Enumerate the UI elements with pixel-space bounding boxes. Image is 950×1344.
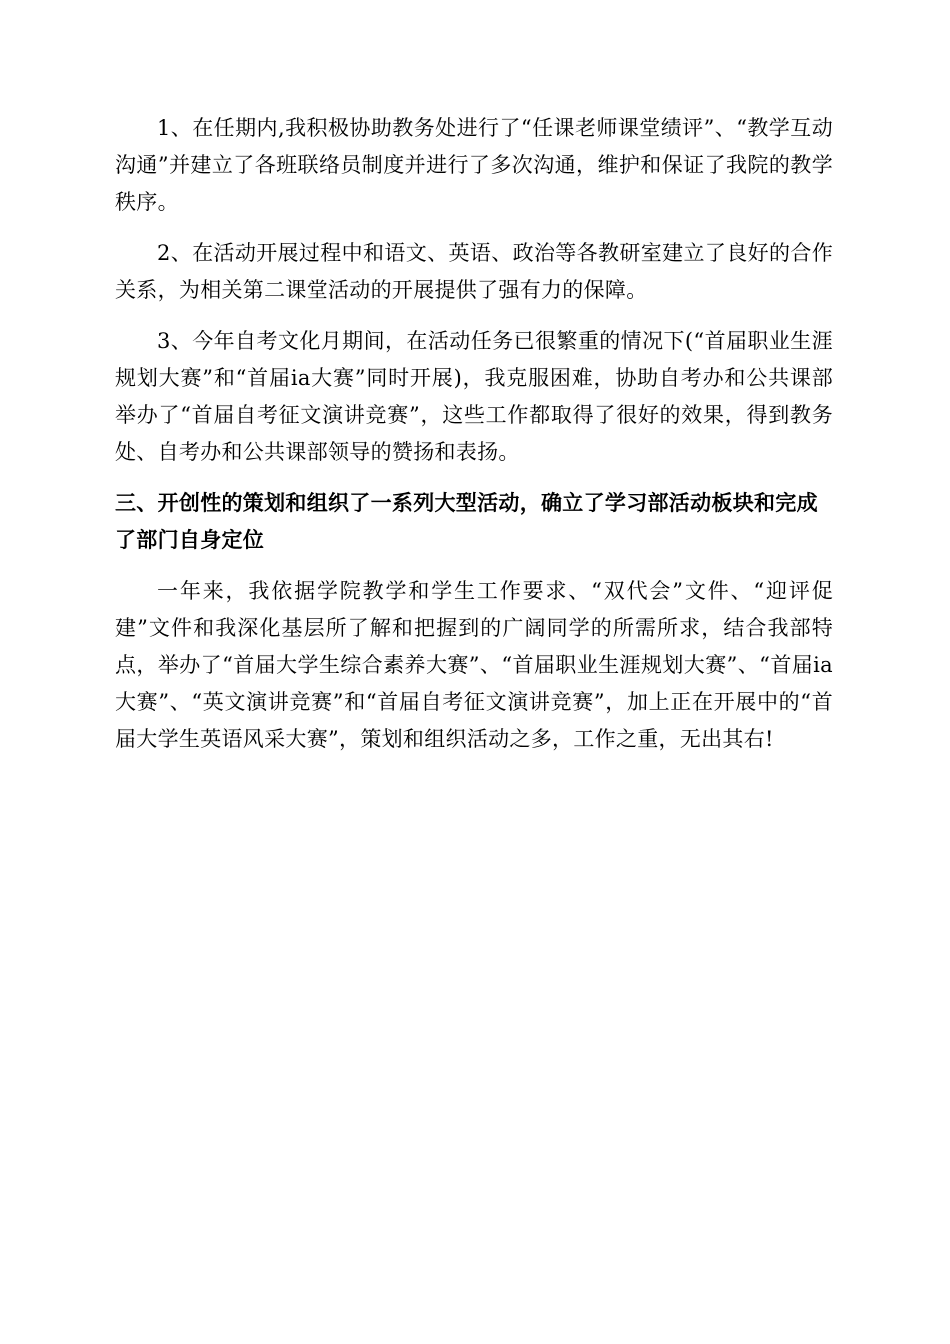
- section-heading: 三、开创性的策划和组织了一系列大型活动，确立了学习部活动板块和完成了部门自身定位: [115, 491, 818, 552]
- document-body: [115, 110, 833, 758]
- paragraph-2: 2、在活动开展过程中和语文、英语、政治等各教研室建立了良好的合作关系，为相关第二课堂活动的开展提供了强有力的保障。: [115, 241, 833, 302]
- paragraph-closing: 一年来，我依据学院教学和学生工作要求、“双代会”文件、“迎评促建”文件和我深化基层所了解和把握到的广阔同学的所需所求，结合我部特点，举办了“首届大学生综合素养大赛”、“首届职业生涯规划大赛”、“首届ia大赛”、“英文演讲竞赛”和“首届自考征文演讲竞赛”，加上正在开展中的“首届大学生英语风采大赛”，策划和组织活动之多，工作之重，无出其右!: [115, 579, 833, 751]
- paragraph-1: 1、在任期内,我积极协助教务处进行了“任课老师课堂绩评”、“教学互动沟通”并建立了各班联络员制度并进行了多次沟通，维护和保证了我院的教学秩序。: [115, 116, 833, 214]
- paragraph-3: 3、今年自考文化月期间，在活动任务已很繁重的情况下(“首届职业生涯规划大赛”和“首届ia大赛”同时开展)，我克服困难，协助自考办和公共课部举办了“首届自考征文演讲竞赛”，这些工作都取得了很好的效果，得到教务处、自考办和公共课部领导的赞扬和表扬。: [115, 329, 833, 464]
